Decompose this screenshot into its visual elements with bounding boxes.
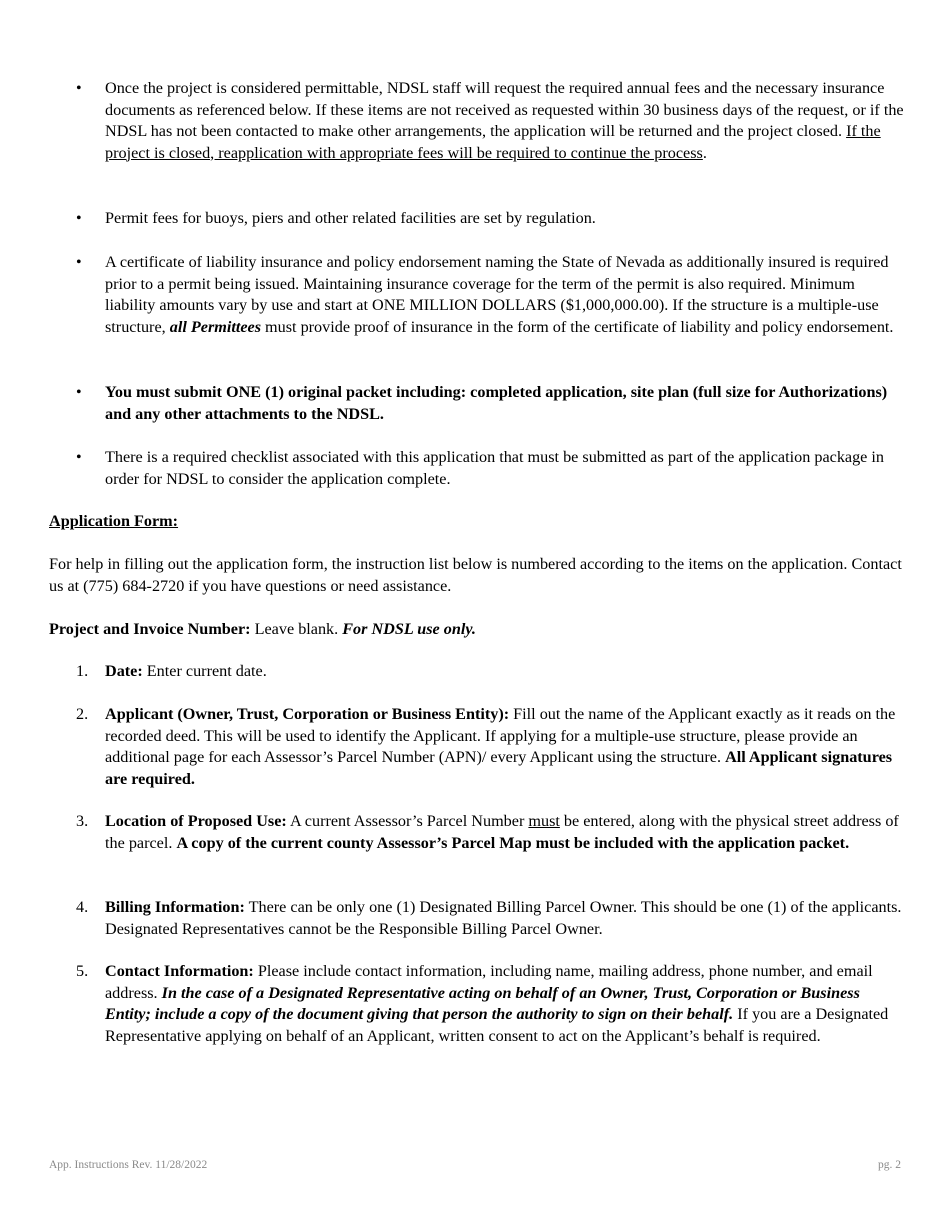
bullet-emphasis: all Permittees: [169, 317, 261, 336]
item-label: Billing Information:: [105, 898, 245, 916]
item-emphasis: In the case of a Designated Representative acting on behalf of an Owner, Trust, Corporation or Business Entity; include a copy of the document giving that person the authority to sign on their behalf.: [105, 983, 860, 1023]
bullet-marker: •: [76, 384, 82, 401]
footer-page-number: pg. 2: [878, 1159, 901, 1171]
bullet-text: .: [702, 143, 707, 162]
item-text: A current Assessor’s Parcel Number: [286, 812, 529, 830]
bullet-marker: •: [76, 449, 82, 466]
bullet-bold-text: You must submit ONE (1) original packet including: completed application, site plan (full size for Authorizations) and any other attachments to the NDSL.: [105, 383, 888, 423]
bullet-marker: •: [76, 254, 82, 271]
bullet-marker: •: [76, 210, 82, 227]
bullet-required-checklist: [105, 447, 905, 490]
item-text: be entered, along with the physical street address of the parcel.: [105, 812, 899, 852]
instruction-item-billing: [105, 897, 905, 940]
help-paragraph: [49, 554, 909, 597]
bullet-text: Permit fees for buoys, piers and other related facilities are set by regulation.: [105, 209, 596, 227]
bullet-text: A certificate of liability insurance and policy endorsement naming the State of Nevada as additionally insured is required prior to a permit being issued. Maintaining insurance coverage for the term of the permit is also required. Minimum liability amounts vary by use and start at ONE MILLION DOLLARS ($1,000,000.00). If the structure is a multiple-use structure,: [105, 253, 889, 336]
project-invoice-line: [49, 619, 909, 641]
bullet-text: Once the project is considered permittable, NDSL staff will request the required annual fees and the necessary insurance documents as referenced below. If these items are not received as requested within 30 business days of the request, or if the NDSL has not been contacted to make other arrangements, the application will be returned and the project closed.: [105, 79, 904, 140]
item-text: Fill out the name of the Applicant exactly as it reads on the recorded deed. This will be used to identify the Applicant. If applying for a multiple-use structure, please provide an additional page for each Assessor’s Parcel Number (APN)/ every Applicant using the structure.: [105, 705, 896, 766]
bullet-text: There is a required checklist associated with this application that must be submitted as part of the application package in order for NDSL to consider the application complete.: [105, 448, 885, 488]
item-bold-text: All Applicant signatures are required.: [105, 748, 893, 788]
project-invoice-note: For NDSL use only.: [342, 620, 476, 638]
bullet-fees-insurance-request: [105, 78, 905, 164]
list-number: 3.: [76, 812, 89, 830]
bullet-underlined-text: If the project is closed, reapplication with appropriate fees will be required to continue the process: [105, 122, 881, 162]
item-label: Location of Proposed Use:: [105, 812, 287, 830]
bullet-liability-insurance: [105, 252, 905, 338]
bullet-marker: •: [76, 80, 82, 97]
item-text: There can be only one (1) Designated Billing Parcel Owner. This should be one (1) of the applicants. Designated Representatives cannot be the Responsible Billing Parcel Owner.: [105, 898, 902, 938]
project-invoice-label: Project and Invoice Number:: [49, 620, 251, 638]
instruction-item-location: [105, 811, 905, 854]
instruction-item-applicant: [105, 704, 905, 790]
item-text: If you are a Designated Representative applying on behalf of an Applicant, written consent to act on the Applicant’s behalf is required.: [105, 1005, 889, 1045]
item-underlined-text: must: [528, 812, 560, 830]
list-number: 4.: [76, 898, 89, 916]
list-number: 1.: [76, 662, 89, 680]
list-number: 5.: [76, 962, 89, 980]
item-label: Applicant (Owner, Trust, Corporation or Business Entity):: [105, 705, 510, 723]
item-label: Date:: [105, 662, 143, 680]
bullet-permit-fees: [105, 208, 905, 230]
help-text: For help in filling out the application form, the instruction list below is numbered according to the items on the application. Contact us at (775) 684-2720 if you have questions or need assistance.: [49, 555, 902, 595]
item-text: Enter current date.: [142, 662, 267, 680]
footer-revision: App. Instructions Rev. 11/28/2022: [49, 1159, 208, 1171]
bullet-text: must provide proof of insurance in the form of the certificate of liability and policy endorsement.: [261, 317, 894, 336]
instruction-item-contact: [105, 961, 905, 1047]
item-bold-text: A copy of the current county Assessor’s Parcel Map must be included with the application packet.: [176, 833, 850, 852]
list-number: 2.: [76, 705, 89, 723]
bullet-submit-packet: [105, 382, 905, 425]
section-heading-application-form: [49, 511, 909, 533]
item-text: Please include contact information, including name, mailing address, phone number, and email address.: [105, 962, 873, 1002]
project-invoice-text: Leave blank.: [250, 620, 343, 638]
section-heading-text: Application Form:: [49, 512, 179, 530]
instruction-item-date: [105, 661, 905, 683]
item-label: Contact Information:: [105, 962, 254, 980]
